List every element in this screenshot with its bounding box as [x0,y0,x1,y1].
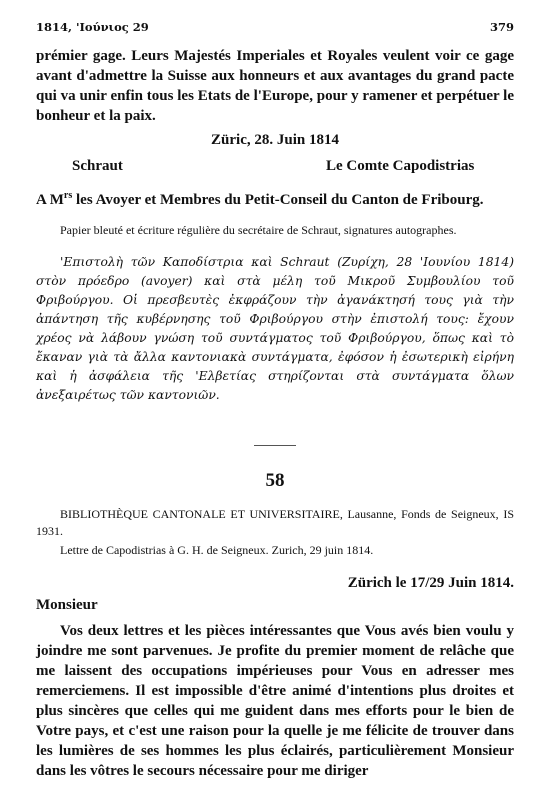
source-citation: BIBLIOTHÈQUE CANTONALE ET UNIVERSITAIRE, Lausanne, Fonds de Seigneux, IS 1931. [36,507,514,538]
signature-schraut: Schraut [72,158,123,174]
document-number: 58 [265,470,285,491]
running-header [36,20,514,40]
letter-dateline: Zürich le 17/29 Juin 1814. [347,575,514,591]
header-date: 1814, 'Ιούνιος 29 [36,20,149,34]
archival-note: Papier bleuté et écriture régulière du secrétaire de Schraut, signatures autographes. [60,223,457,237]
section-divider [254,445,296,446]
addressee [36,190,514,210]
greek-summary: 'Επιστολὴ τῶν Καποδίστρια καὶ Schraut (Ζυρίχη, 28 'Ιουνίου 1814) στὸν πρόεδρο (avoyer) καὶ στὰ μέλη τοῦ Μικροῦ Συμβουλίου τοῦ Φριβούργου. Οἱ πρεσβευτὲς ἐκφράζουν τὴν ἀγανάκτησή τους γιὰ τὴν ἀπάντηση τῆς κυβέρνησης τοῦ Φριβούργου στὴν ἐπιστολή τους: ἔχουν χρέος νὰ λάβουν γνώση τοῦ συντάγματος τοῦ Φριβούργου, ὅπως καὶ τὸ ἔκαναν γιὰ τὰ ἄλλα καντονιακὰ συντάγματα, ἐφόσον ἡ ἐσωτερικὴ εἰρήνη καὶ ἡ ἀσφάλεια τῆς 'Ελβετίας στηρίζονται στὰ συντάγματα ὅλων ἀνεξαιρέτως τῶν καντονιῶν. [36,255,514,402]
signature-capodistrias: Le Comte Capodistrias [326,158,475,174]
addressee-superscript: rs [63,190,73,201]
salutation: Monsieur [36,597,98,613]
letter-date: Züric, 28. Juin 1814 [211,132,339,148]
letter-body-paragraph: Vos deux lettres et les pièces intéressantes que Vous avés bien voulu y joindre me sont parvenues. Je profite du premier moment de relâche que me laissent des occupations impérieuses pour Vous en adresser mes remerciemens. Il est impossible d'être animé d'intentions plus droites et plus sincères que celles qui me guident dans mes efforts pour le bien de Votre pays, et c'est une raison pour la quelle je me félicite de trouver dans les lumières de ses hommes les plus éclairés, particulièrement Monsieur dans les vôtres le secours nécessaire pour me diriger [36,623,514,779]
addressee-prefix: A M [36,192,64,208]
signatures [36,156,514,178]
page-body [36,46,514,781]
letter-closing-paragraph: prémier gage. Leurs Majestés Imperiales et Royales veulent voir ce gage avant d'admettre la Suisse aux honneurs et aux avantages du grand pacte qui va unir enfin tous les Etats de l'Europe, pour y ramener et perpétuer le bonheur et la paix. [36,48,514,124]
page-number: 379 [489,20,514,34]
letter-summary: Lettre de Capodistrias à G. H. de Seigneux. Zurich, 29 juin 1814. [60,543,374,557]
addressee-text: les Avoyer et Membres du Petit-Conseil du Canton de Fribourg. [72,192,484,208]
